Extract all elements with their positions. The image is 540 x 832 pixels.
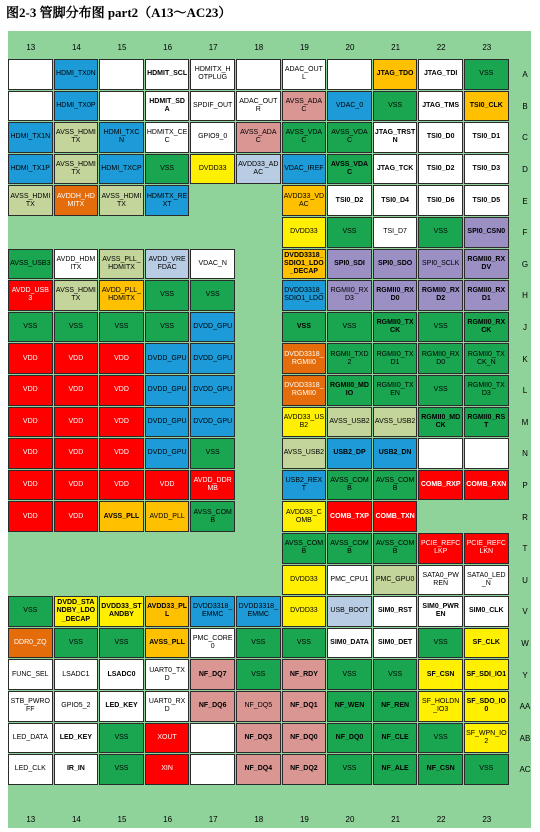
column-header-top: 16: [163, 42, 173, 52]
pin-cell: HDMITX_CEC: [145, 122, 190, 153]
pin-cell: NF_DQ5: [236, 691, 281, 722]
pin-cell: TSI0_D4: [373, 185, 418, 216]
pin-cell: VSS: [99, 312, 144, 343]
row-header: F: [522, 228, 528, 238]
column-header-bottom: 14: [71, 814, 81, 824]
pin-cell: AVSS_PLL_HDMITX: [99, 249, 144, 280]
pin-cell: VSS: [282, 312, 327, 343]
pin-cell: DVDD33: [190, 154, 235, 185]
pin-cell: VSS: [236, 628, 281, 659]
pin-cell: VDAC_N: [190, 249, 235, 280]
pin-cell: TSI_D7: [373, 217, 418, 248]
pin-cell: VDD: [54, 407, 99, 438]
row-header: V: [522, 607, 528, 617]
pin-cell: TSI0_D3: [464, 154, 509, 185]
pin-cell: VSS: [282, 628, 327, 659]
pin-cell: DVDD3318_EMMC: [236, 596, 281, 627]
pin-cell: DVDD3318_SDIO1_LDO: [282, 280, 327, 311]
pin-cell: GPIO5_2: [54, 691, 99, 722]
row-header: C: [522, 133, 528, 143]
pin-cell: VDD: [8, 407, 53, 438]
pin-cell: AVSS_HDMITX: [54, 122, 99, 153]
pin-cell: HDMI_TX0N: [54, 59, 99, 90]
pin-cell: DDR0_ZQ: [8, 628, 53, 659]
column-header-bottom: 16: [163, 814, 173, 824]
pin-cell: [418, 438, 463, 469]
pin-cell: LSADC1: [54, 659, 99, 690]
pin-cell: AVDD_HDMITX: [54, 249, 99, 280]
pin-cell: AVSS_HDMITX: [54, 154, 99, 185]
pin-cell: AVSS_COMB: [190, 501, 235, 532]
pin-cell: AVDD_PLL_HDMITX: [99, 280, 144, 311]
pin-cell: VDD: [8, 470, 53, 501]
pin-cell: STB_PWROFF: [8, 691, 53, 722]
pin-cell: RGMII0_TXD3: [464, 375, 509, 406]
column-header-bottom: 23: [482, 814, 492, 824]
pin-cell: DVDD33_STANDBY: [99, 596, 144, 627]
pin-cell: VDAC_0: [327, 91, 372, 122]
column-header-top: 14: [71, 42, 81, 52]
pin-cell: PCIE_REFCLKP: [418, 533, 463, 564]
pin-cell: [327, 59, 372, 90]
pin-cell: USB2_DP: [327, 438, 372, 469]
column-header-bottom: 19: [299, 814, 309, 824]
pin-cell: PMC_CPU1: [327, 565, 372, 596]
row-header: L: [522, 386, 528, 396]
pin-cell: [8, 59, 53, 90]
pin-cell: VSS: [145, 154, 190, 185]
pin-cell: TSI0_D2: [418, 154, 463, 185]
pin-cell: AVSS_COMB: [327, 533, 372, 564]
pin-cell: NF_DQ4: [236, 754, 281, 785]
pin-cell: AVSS_USB3: [8, 249, 53, 280]
pin-cell: AVDD_USB3: [8, 280, 53, 311]
pin-cell: VSS: [99, 754, 144, 785]
pin-cell: XIN: [145, 754, 190, 785]
pin-cell: SIM0_DET: [373, 628, 418, 659]
row-header: J: [523, 323, 527, 333]
pin-cell: DVDD_STANDBY_LDO_DECAP: [54, 596, 99, 627]
pin-cell: DVDD_GPU: [190, 407, 235, 438]
pin-cell: AVSS_PLL: [99, 501, 144, 532]
pin-cell: RGMII0_RXD1: [464, 280, 509, 311]
pin-cell: VDD: [8, 501, 53, 532]
pin-cell: SPI0_SDI: [327, 249, 372, 280]
pin-cell: NF_WEN: [327, 691, 372, 722]
row-header: R: [522, 512, 528, 522]
pin-cell: PMC_GPU0: [373, 565, 418, 596]
pin-cell: SF_SDI_IO1: [464, 659, 509, 690]
pin-cell: HDMITX_REXT: [145, 185, 190, 216]
column-header-bottom: 15: [117, 814, 127, 824]
pin-cell: RGMII0_RXD3: [327, 280, 372, 311]
pin-cell: VSS: [418, 312, 463, 343]
pin-cell: VSS: [327, 754, 372, 785]
pin-cell: AVSS_HDMITX: [54, 280, 99, 311]
pin-cell: DVDD_GPU: [190, 343, 235, 374]
pin-cell: DVDD_GPU: [190, 312, 235, 343]
pin-cell: TSI0_D1: [464, 122, 509, 153]
pin-cell: VSS: [145, 312, 190, 343]
pin-cell: NF_CLE: [373, 723, 418, 754]
pin-cell: [464, 438, 509, 469]
pin-cell: VSS: [54, 312, 99, 343]
pin-cell: SPI0_CSN0: [464, 217, 509, 248]
pin-cell: AVSS_HDMITX: [99, 185, 144, 216]
pin-cell: VSS: [464, 59, 509, 90]
pin-cell: RGMII0_RXD0: [418, 343, 463, 374]
pin-cell: VSS: [99, 628, 144, 659]
row-header: N: [522, 449, 528, 459]
pin-cell: HDMIT_SDA: [145, 91, 190, 122]
pin-cell: JTAG_TMS: [418, 91, 463, 122]
pin-cell: VSS: [236, 659, 281, 690]
pin-cell: TSI0_CLK: [464, 91, 509, 122]
row-header: M: [521, 417, 529, 427]
pin-cell: VDD: [99, 438, 144, 469]
row-header: D: [522, 165, 528, 175]
pin-cell: VSS: [99, 723, 144, 754]
pin-cell: RGMII0_RXCK: [464, 312, 509, 343]
pin-cell: [99, 59, 144, 90]
pin-cell: LED_KEY: [54, 723, 99, 754]
pin-cell: SATA0_LED_N: [464, 565, 509, 596]
pin-cell: JTAG_TCK: [373, 154, 418, 185]
pin-cell: RGMII0_TXCK_N: [464, 343, 509, 374]
pin-cell: HDMI_TXCP: [99, 154, 144, 185]
pin-cell: SF_WPN_IO2: [464, 723, 509, 754]
row-header: AB: [519, 733, 531, 743]
pin-cell: NF_DQ2: [282, 754, 327, 785]
pin-cell: SATA0_PWREN: [418, 565, 463, 596]
pin-cell: SPI0_SCLK: [418, 249, 463, 280]
figure-title: 图2-3 管脚分布图 part2（A13～AC23）: [6, 5, 232, 20]
row-header: T: [522, 544, 528, 554]
pin-cell: FUNC_SEL: [8, 659, 53, 690]
pin-cell: AVSS_COMB: [282, 533, 327, 564]
pin-cell: VSS: [464, 754, 509, 785]
pin-cell: RGMII0_MDIO: [327, 375, 372, 406]
pin-cell: LED_CLK: [8, 754, 53, 785]
pin-cell: ADAC_OUTR: [236, 91, 281, 122]
pin-cell: GPIO9_0: [190, 122, 235, 153]
pin-cell: AVSS_COMB: [373, 533, 418, 564]
pin-cell: RGMII0_MDCK: [418, 407, 463, 438]
pin-cell: VSS: [145, 280, 190, 311]
pin-cell: VSS: [418, 375, 463, 406]
pin-cell: HDMITX_HOTPLUG: [190, 59, 235, 90]
pin-cell: VSS: [373, 91, 418, 122]
pin-cell: UART0_RXD: [145, 691, 190, 722]
pin-cell: SPI0_SDO: [373, 249, 418, 280]
pin-cell: AVSS_COMB: [327, 470, 372, 501]
pin-cell: VDD: [54, 343, 99, 374]
row-header: K: [522, 354, 528, 364]
pin-cell: AVDD33_COMB: [282, 501, 327, 532]
pin-cell: VDD: [99, 407, 144, 438]
pin-cell: TSI0_D6: [418, 185, 463, 216]
row-header: H: [522, 291, 528, 301]
pin-cell: USB2_DN: [373, 438, 418, 469]
pin-cell: VDD: [8, 343, 53, 374]
pin-cell: COMB_TXN: [373, 501, 418, 532]
pin-cell: VDD: [8, 375, 53, 406]
pin-cell: VSS: [418, 628, 463, 659]
pin-cell: [190, 754, 235, 785]
pin-cell: DVDD33: [282, 217, 327, 248]
pin-cell: VDD: [54, 501, 99, 532]
pin-cell: DVDD3318_SDIO1_LDO_DECAP: [282, 249, 327, 280]
pin-cell: HDMI_TX1P: [8, 154, 53, 185]
pin-cell: COMB_RXP: [418, 470, 463, 501]
pin-cell: [190, 723, 235, 754]
column-header-top: 22: [436, 42, 446, 52]
pin-cell: VDD: [99, 470, 144, 501]
pin-cell: HDMIT_SCL: [145, 59, 190, 90]
pin-cell: USB_BOOT: [327, 596, 372, 627]
pin-cell: AVSS_VDAC: [327, 122, 372, 153]
pin-cell: RGMII0_TXD1: [373, 343, 418, 374]
row-header: G: [521, 259, 529, 269]
pin-cell: HDMI_TX0P: [54, 91, 99, 122]
pin-cell: AVSS_USB2: [327, 407, 372, 438]
pin-cell: AVSS_PLL: [145, 628, 190, 659]
pin-cell: USB2_REXT: [282, 470, 327, 501]
pin-cell: VDD: [54, 438, 99, 469]
pin-cell: UART0_TXD: [145, 659, 190, 690]
pin-cell: AVDD_DDRMB: [190, 470, 235, 501]
pin-cell: VDD: [99, 375, 144, 406]
pin-cell: VSS: [373, 659, 418, 690]
pin-cell: RGMII0_RXD0: [373, 280, 418, 311]
pin-cell: VDD: [8, 438, 53, 469]
pin-cell: SF_CSN: [418, 659, 463, 690]
pin-cell: AVDD33_PLL: [145, 596, 190, 627]
row-header: E: [522, 196, 528, 206]
row-header: A: [522, 70, 528, 80]
row-header: P: [522, 481, 528, 491]
pin-cell: VDD: [145, 470, 190, 501]
pin-cell: DVDD33: [282, 565, 327, 596]
pin-cell: AVDD_VREFDAC: [145, 249, 190, 280]
pin-cell: SF_CLK: [464, 628, 509, 659]
pin-cell: DVDD_GPU: [190, 375, 235, 406]
pin-cell: VSS: [190, 280, 235, 311]
pin-cell: SIM0_RST: [373, 596, 418, 627]
pin-cell: AVSS_HDMITX: [8, 185, 53, 216]
row-header: B: [522, 101, 528, 111]
pin-cell: AVDD33_VDAC: [282, 185, 327, 216]
pin-cell: NF_CSN: [418, 754, 463, 785]
pin-cell: HDMI_TXCN: [99, 122, 144, 153]
pin-cell: NF_DQ0: [327, 723, 372, 754]
pin-cell: JTAG_TRSTN: [373, 122, 418, 153]
pin-cell: AVSS_VDAC: [282, 122, 327, 153]
pin-cell: ADAC_OUTL: [282, 59, 327, 90]
pin-cell: PCIE_REFCLKN: [464, 533, 509, 564]
pin-cell: [99, 91, 144, 122]
pin-cell: NF_ALE: [373, 754, 418, 785]
pin-cell: TSI0_D5: [464, 185, 509, 216]
pin-cell: AVSS_ADAC: [282, 91, 327, 122]
column-header-bottom: 18: [254, 814, 264, 824]
pin-cell: VDD: [54, 375, 99, 406]
column-header-top: 23: [482, 42, 492, 52]
pin-cell: NF_REN: [373, 691, 418, 722]
pin-cell: NF_DQ7: [190, 659, 235, 690]
pin-cell: COMB_TXP: [327, 501, 372, 532]
pin-cell: TSI0_D0: [418, 122, 463, 153]
pin-cell: DVDD_GPU: [145, 407, 190, 438]
row-header: AC: [519, 765, 531, 775]
pin-cell: SPDIF_OUT: [190, 91, 235, 122]
pin-cell: VSS: [327, 659, 372, 690]
pin-cell: TSI0_D2: [327, 185, 372, 216]
row-header: AA: [519, 702, 531, 712]
pin-cell: DVDD_GPU: [145, 375, 190, 406]
pin-cell: AVDD33_ADAC: [236, 154, 281, 185]
pin-cell: DVDD3318_RGMII0: [282, 375, 327, 406]
pin-cell: DVDD33: [282, 596, 327, 627]
pin-cell: AVDDH_HDMITX: [54, 185, 99, 216]
pin-cell: RGMII0_RST: [464, 407, 509, 438]
pin-cell: RGMII0_TXCK: [373, 312, 418, 343]
pin-cell: IR_IN: [54, 754, 99, 785]
pin-cell: COMB_RXN: [464, 470, 509, 501]
pin-cell: [8, 91, 53, 122]
pin-cell: NF_DQ3: [236, 723, 281, 754]
pin-cell: RGMII0_TXEN: [373, 375, 418, 406]
pin-cell: [236, 59, 281, 90]
pin-cell: VSS: [327, 217, 372, 248]
pin-cell: AVDD_PLL: [145, 501, 190, 532]
pin-cell: VSS: [54, 628, 99, 659]
column-header-top: 21: [391, 42, 401, 52]
pin-cell: DVDD3318_EMMC: [190, 596, 235, 627]
pin-cell: VDAC_IREF: [282, 154, 327, 185]
pin-cell: VSS: [8, 312, 53, 343]
pin-cell: AVSS_COMB: [373, 470, 418, 501]
row-header: U: [522, 575, 528, 585]
pin-cell: VSS: [327, 312, 372, 343]
pin-cell: RGMII0_RXDV: [464, 249, 509, 280]
row-header: Y: [522, 670, 528, 680]
pin-cell: DVDD3318_RGMII0: [282, 343, 327, 374]
pin-cell: SIM0_CLK: [464, 596, 509, 627]
pin-cell: DVDD_GPU: [145, 438, 190, 469]
column-header-bottom: 22: [436, 814, 446, 824]
pin-cell: VSS: [190, 438, 235, 469]
pin-cell: AVSS_USB2: [282, 438, 327, 469]
column-header-top: 15: [117, 42, 127, 52]
pin-cell: VDD: [54, 470, 99, 501]
pin-cell: SIM0_PWREN: [418, 596, 463, 627]
row-header: W: [521, 639, 529, 649]
pin-cell: VSS: [418, 723, 463, 754]
pin-cell: SF_SDO_IO0: [464, 691, 509, 722]
column-header-top: 20: [345, 42, 355, 52]
column-header-bottom: 20: [345, 814, 355, 824]
pin-cell: RGMII0_RXD2: [418, 280, 463, 311]
pin-cell: AVDD33_USB2: [282, 407, 327, 438]
column-header-bottom: 13: [26, 814, 36, 824]
pin-cell: NF_DQ1: [282, 691, 327, 722]
pin-cell: LED_KEY: [99, 691, 144, 722]
pin-cell: AVSS_VDAC: [327, 154, 372, 185]
column-header-bottom: 21: [391, 814, 401, 824]
pin-cell: JTAG_TDO: [373, 59, 418, 90]
pin-cell: NF_DQ0: [282, 723, 327, 754]
pin-cell: AVSS_USB2: [373, 407, 418, 438]
pin-cell: PMC_CORE0: [190, 628, 235, 659]
pin-cell: RGMII_TXD2: [327, 343, 372, 374]
pin-cell: DVDD_GPU: [145, 343, 190, 374]
column-header-bottom: 17: [208, 814, 218, 824]
pin-cell: VSS: [418, 217, 463, 248]
column-header-top: 19: [299, 42, 309, 52]
pin-cell: JTAG_TDI: [418, 59, 463, 90]
pin-cell: VSS: [8, 596, 53, 627]
pin-cell: XOUT: [145, 723, 190, 754]
pin-cell: SF_HOLDN_IO3: [418, 691, 463, 722]
pin-cell: LED_DATA: [8, 723, 53, 754]
pin-map-board: [8, 31, 531, 828]
pin-cell: VDD: [99, 343, 144, 374]
pin-cell: HDMI_TX1N: [8, 122, 53, 153]
pin-cell: AVSS_ADAC: [236, 122, 281, 153]
pin-cell: NF_RDY: [282, 659, 327, 690]
column-header-top: 13: [26, 42, 36, 52]
pin-cell: NF_DQ6: [190, 691, 235, 722]
column-header-top: 17: [208, 42, 218, 52]
pin-cell: LSADC0: [99, 659, 144, 690]
column-header-top: 18: [254, 42, 264, 52]
pin-cell: SIM0_DATA: [327, 628, 372, 659]
